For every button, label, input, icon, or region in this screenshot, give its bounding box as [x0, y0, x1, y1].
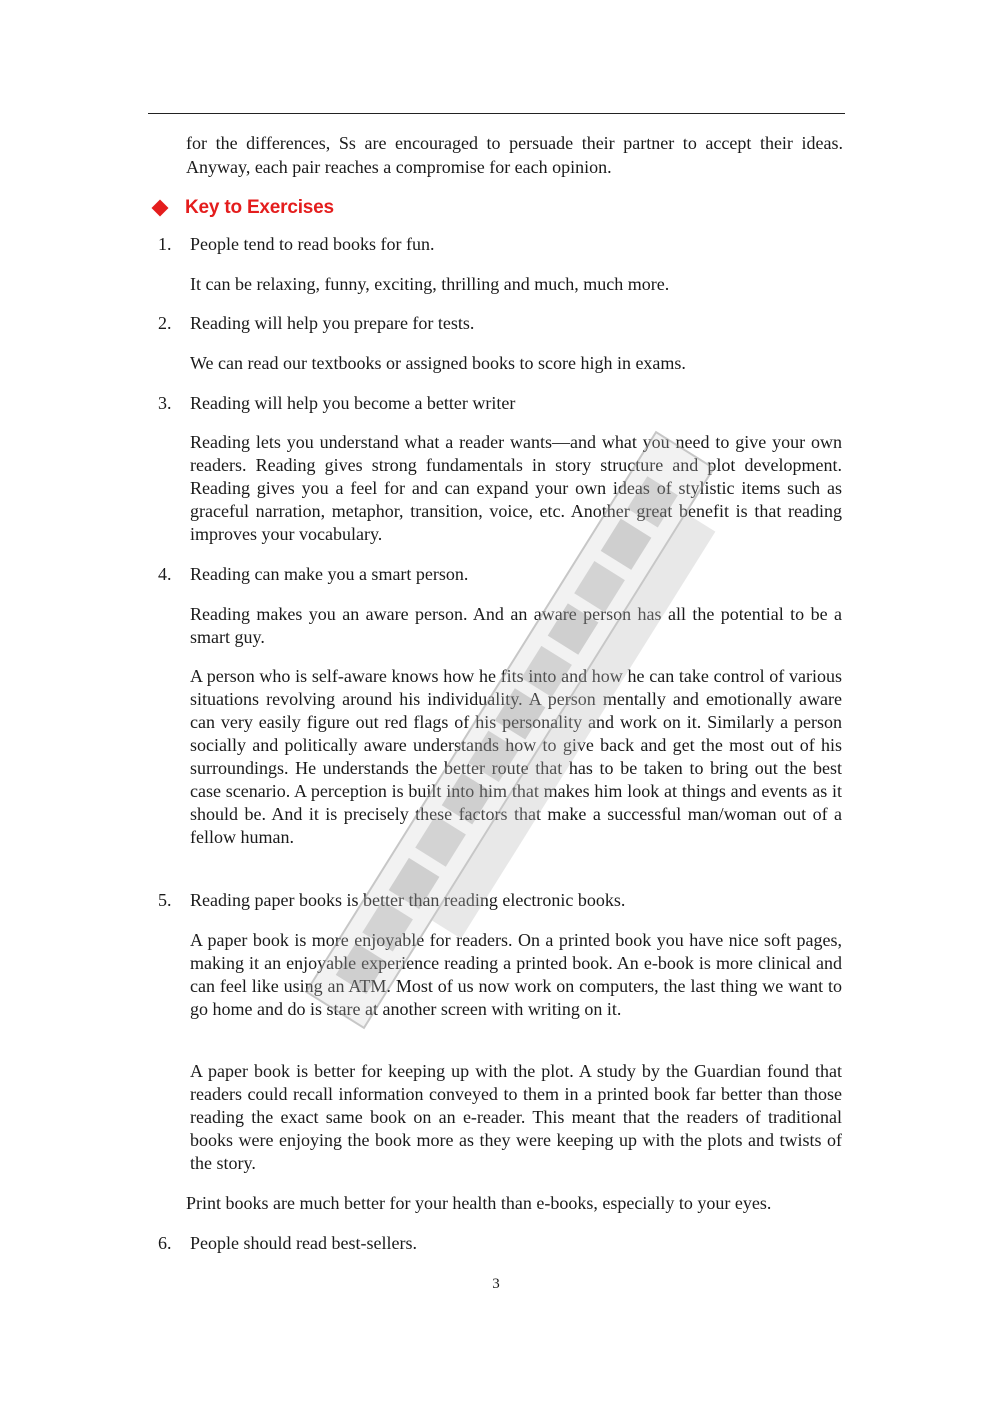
item-number: 2.	[158, 313, 172, 333]
item-number: 4.	[158, 564, 172, 584]
item-4-paragraph-2: A person who is self-aware knows how he fits into and how he can take control of various situations revolving around his individuality. A person mentally and emotionally aware can very easily figure out red flags of his personality and work on it. Similarly a person socially and politically aware understands how to give back and get the most out of his surroundings. He understands the better route that has to be taken to bring out the best case scenario. A perception is built into him that makes him look at things and events as it should be. And it is precisely these factors that make a successful man/woman out of a fellow human.	[190, 666, 842, 847]
exercise-item-1	[158, 233, 842, 256]
item-number: 5.	[158, 890, 172, 910]
item-number: 1.	[158, 234, 172, 254]
item-2-paragraph-1: We can read our textbooks or assigned books to score high in exams.	[190, 353, 686, 373]
section-title: Key to Exercises	[185, 197, 334, 218]
item-1-paragraph-1: It can be relaxing, funny, exciting, thrilling and much, much more.	[190, 274, 670, 294]
item-heading: People should read best-sellers.	[190, 1233, 417, 1253]
item-3-paragraph-1: Reading lets you understand what a reader wants—and what you need to give your own readers. Reading gives strong fundamentals in story structure and plot development. Reading gives you a feel for and can expand your own ideas of stylistic items such as graceful narration, metaphor, transition, voice, etc. Another great benefit is that reading improves your vocabulary.	[190, 432, 842, 544]
item-4-paragraph-1: Reading makes you an aware person. And an aware person has all the potential to be a smart guy.	[190, 604, 842, 647]
exercise-item-6	[158, 1232, 842, 1255]
section-heading	[150, 197, 334, 219]
item-number: 6.	[158, 1233, 172, 1253]
item-5-paragraph-2: A paper book is better for keeping up with the plot. A study by the Guardian found that readers could recall information conveyed to them in a printed book far better than those reading the exact same book on an e-reader. This meant that the readers of traditional books were enjoying the book more as they were keeping up with the plots and twists of the story.	[190, 1061, 842, 1173]
exercise-item-2	[158, 312, 842, 335]
header-rule	[148, 113, 845, 114]
item-5-closing: Print books are much better for your health than e-books, especially to your eyes.	[186, 1193, 772, 1213]
item-heading: Reading will help you prepare for tests.	[190, 313, 475, 333]
item-5-paragraph-1: A paper book is more enjoyable for readers. On a printed book you have nice soft pages, making it an enjoyable experience reading a printed book. An e-book is more clinical and can feel like using an ATM. Most of us now work on computers, the last thing we want to go home and do is stare at another screen with writing on it.	[190, 930, 842, 1019]
item-heading: People tend to read books for fun.	[190, 234, 435, 254]
exercise-item-5	[158, 889, 842, 912]
item-heading: Reading will help you become a better writer	[190, 393, 516, 413]
exercise-item-4	[158, 563, 842, 586]
item-number: 3.	[158, 393, 172, 413]
item-heading: Reading paper books is better than reading electronic books.	[190, 890, 626, 910]
item-heading: Reading can make you a smart person.	[190, 564, 469, 584]
diamond-bullet-icon	[152, 200, 169, 217]
intro-paragraph: for the differences, Ss are encouraged to persuade their partner to accept their ideas. Anyway, each pair reaches a compromise for each opinion.	[186, 133, 843, 177]
exercise-item-3	[158, 392, 842, 415]
page-number: 3	[492, 1276, 500, 1292]
